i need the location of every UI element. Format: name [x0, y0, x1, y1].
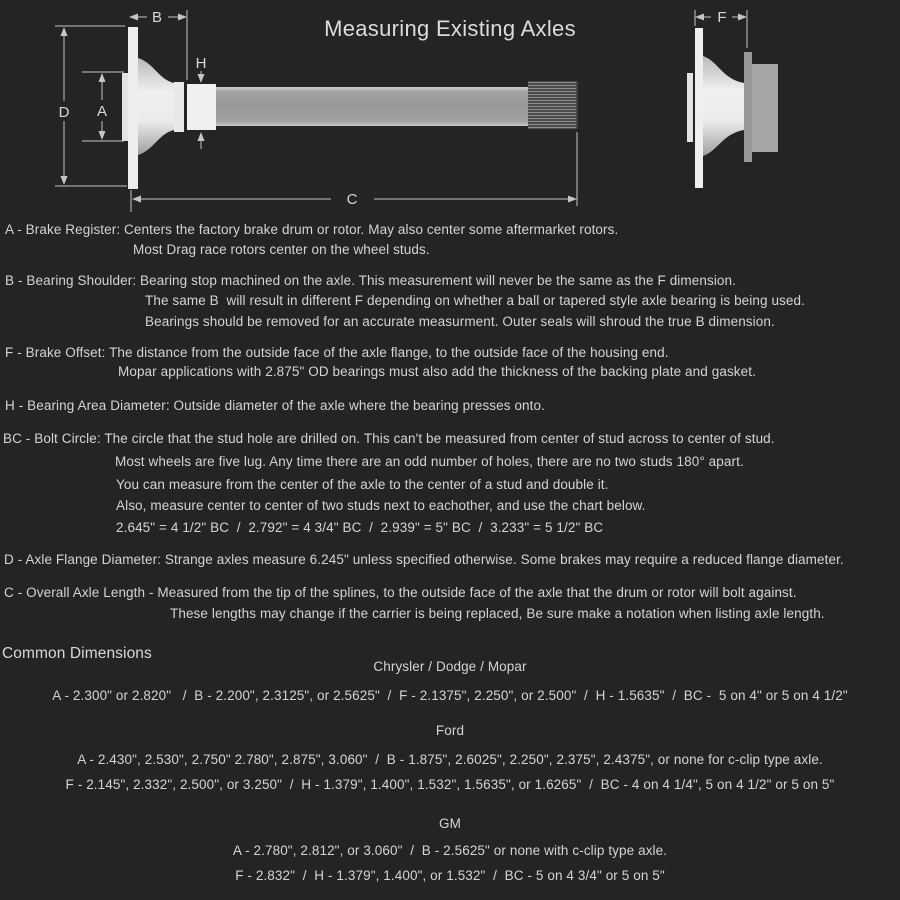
axle-bell-2 [703, 56, 744, 156]
brake-register [122, 73, 128, 141]
arrow-up-icon [99, 73, 106, 82]
make-name-chrysler: Chrysler / Dodge / Mopar [373, 659, 527, 674]
gm-values-line-1: A - 2.780", 2.812", or 3.060" / B - 2.5625" or none with c-clip type axle. [232, 843, 668, 858]
section-a-line-1: A - Brake Register: Centers the factory brake drum or rotor. May also center some aftermarket rotors. [5, 222, 619, 237]
section-bc-line-2: Most wheels are five lug. Any time there are an odd number of holes, there are no two studs 180° apart. [115, 454, 744, 469]
arrow-left-icon [132, 196, 141, 203]
arrow-right-icon [178, 14, 187, 21]
arrow-right-icon [568, 196, 577, 203]
axle-diagram [0, 0, 900, 215]
section-f-line-2: Mopar applications with 2.875" OD bearings must also add the thickness of the backing plate and gasket. [118, 364, 756, 379]
page-title: Measuring Existing Axles [324, 16, 576, 41]
housing-end-plate [744, 52, 752, 162]
axle-housing-end-view [687, 28, 778, 188]
dimension-a-label: A [96, 103, 108, 120]
bearing-retainer-ring [174, 82, 184, 132]
axle-flange-2 [695, 28, 703, 188]
gm-values-line-2: F - 2.832" / H - 1.379", 1.400", or 1.532" / BC - 5 on 4 3/4" or 5 on 5" [235, 868, 665, 883]
chrysler-values: A - 2.300" or 2.820" / B - 2.200", 2.3125", or 2.5625" / F - 2.1375", 2.250", or 2.500" / H - 1.5635" / BC - 5 on 4" or 5 on 4 1/2" [52, 688, 848, 703]
arrow-right-icon [738, 14, 747, 21]
section-a-line-2: Most Drag race rotors center on the wheel studs. [133, 242, 430, 257]
arrow-down-icon [61, 176, 68, 185]
dimension-h-label: H [195, 55, 207, 72]
dimension-f-label: F [717, 9, 727, 26]
make-name-ford: Ford [435, 723, 465, 738]
ford-values-line-1: A - 2.430", 2.530", 2.750" 2.780", 2.875", 3.060" / B - 1.875", 2.6025", 2.250", 2.375", 2.4375", or none for c-clip type axle. [77, 752, 823, 767]
brake-register-2 [687, 73, 693, 142]
arrow-down-icon [198, 74, 205, 83]
arrow-up-icon [198, 132, 205, 141]
make-name-gm: GM [439, 816, 461, 831]
arrow-up-icon [61, 27, 68, 36]
housing-end-block [752, 64, 778, 152]
section-bc-line-5: 2.645" = 4 1/2" BC / 2.792" = 4 3/4" BC / 2.939" = 5" BC / 3.233" = 5 1/2" BC [116, 520, 604, 535]
dimension-c-label: C [346, 191, 358, 208]
common-dimensions-heading: Common Dimensions [2, 645, 152, 662]
section-bc-line-4: Also, measure center to center of two studs next to eachother, and use the chart below. [116, 498, 646, 513]
arrow-left-icon [695, 14, 704, 21]
dimension-d-label: D [58, 104, 70, 121]
dimension-b-label: B [151, 9, 163, 26]
section-d-line-1: D - Axle Flange Diameter: Strange axles measure 6.245" unless specified otherwise. Some brakes may require a reduced flange diameter. [4, 552, 844, 567]
arrow-left-icon [129, 14, 138, 21]
axle-bell [138, 58, 174, 155]
section-bc-line-3: You can measure from the center of the axle to the center of a stud and double it. [116, 477, 609, 492]
section-b-line-3: Bearings should be removed for an accurate measurment. Outer seals will shroud the true B dimension. [145, 314, 775, 329]
spline-end-edge [576, 81, 578, 129]
section-f-line-1: F - Brake Offset: The distance from the outside face of the axle flange, to the outside face of the housing end. [5, 345, 669, 360]
section-c-line-1: C - Overall Axle Length - Measured from the tip of the splines, to the outside face of the axle that the drum or rotor will bolt against. [4, 585, 797, 600]
section-b-line-2: The same B will result in different F depending on whether a ball or tapered style axle bearing is being used. [145, 293, 805, 308]
section-c-line-2: These lengths may change if the carrier is being replaced, Be sure make a notation when listing axle length. [170, 606, 825, 621]
axle-flange [128, 27, 138, 189]
section-h-line-1: H - Bearing Area Diameter: Outside diameter of the axle where the bearing presses onto. [5, 398, 545, 413]
section-bc-line-1: BC - Bolt Circle: The circle that the stud hole are drilled on. This can't be measured from center of stud across to center of stud. [3, 431, 775, 446]
axle-shaft [216, 87, 528, 126]
section-b-line-1: B - Bearing Shoulder: Bearing stop machined on the axle. This measurement will never be the same as the F dimension. [5, 273, 736, 288]
axle-side-view [122, 27, 578, 189]
ford-values-line-2: F - 2.145", 2.332", 2.500", or 3.250" / H - 1.379", 1.400", 1.532", 1.5635", or 1.6265" / BC - 4 on 4 1/4", 5 on 4 1/2" or 5 on 5" [65, 777, 835, 792]
arrow-down-icon [99, 131, 106, 140]
bearing-area [187, 84, 216, 130]
axle-splines [528, 81, 578, 129]
